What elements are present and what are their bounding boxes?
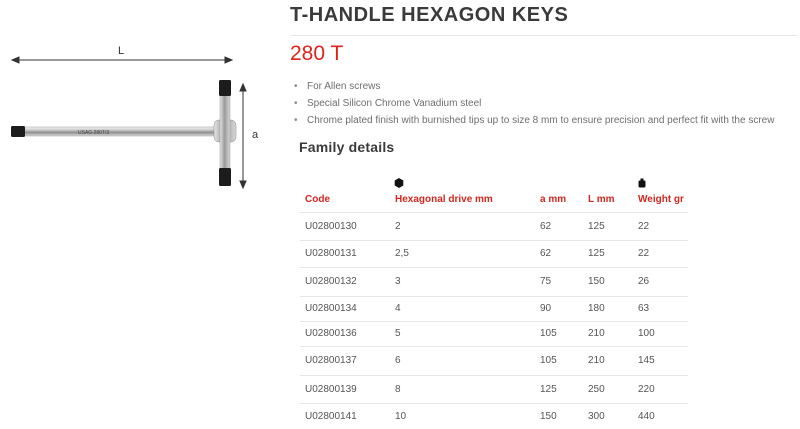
- column-header-weight: Weight gr: [638, 194, 684, 206]
- cell-code: U02800137: [300, 346, 390, 375]
- product-image: [0, 0, 270, 245]
- dimension-l-arrow: [12, 57, 232, 63]
- cell-weight: 63: [633, 296, 688, 321]
- column-header-hexagonal-drive: Hexagonal drive mm: [395, 194, 493, 206]
- table-row[interactable]: [300, 267, 688, 296]
- cell-a: 105: [535, 346, 583, 375]
- family-details-heading: Family details: [299, 139, 395, 155]
- table-row[interactable]: [300, 346, 688, 375]
- cell-hex: 2,5: [390, 240, 535, 267]
- cell-l: 210: [583, 346, 633, 375]
- dimension-a-label: a: [252, 129, 259, 141]
- table-row[interactable]: [300, 296, 688, 321]
- cell-l: 300: [583, 403, 633, 429]
- cell-weight: 440: [633, 403, 688, 429]
- cell-l: 125: [583, 212, 633, 240]
- bullet-icon: •: [294, 115, 298, 126]
- feature-item: • Chrome plated finish with burnished tips up to size 8 mm to ensure precision and perfect fit with the screw: [294, 112, 774, 129]
- key-handle: [220, 92, 230, 172]
- cell-weight: 22: [633, 212, 688, 240]
- cell-hex: 10: [390, 403, 535, 429]
- cell-weight: 220: [633, 375, 688, 403]
- dimension-a-arrow: [240, 84, 246, 188]
- weight-icon: [637, 178, 647, 188]
- cell-l: 125: [583, 240, 633, 267]
- cell-code: U02800130: [300, 212, 390, 240]
- feature-item: • Special Silicon Chrome Vanadium steel: [294, 95, 774, 112]
- column-header-code: Code: [305, 194, 330, 206]
- cell-l: 150: [583, 267, 633, 296]
- cell-code: U02800139: [300, 375, 390, 403]
- column-header-l: L mm: [588, 194, 615, 206]
- key-tip-bottom: [219, 168, 231, 186]
- cell-l: 180: [583, 296, 633, 321]
- cell-a: 90: [535, 296, 583, 321]
- key-tip-top: [219, 80, 231, 96]
- table-row[interactable]: [300, 375, 688, 403]
- table-row[interactable]: [300, 212, 688, 240]
- cell-code: U02800131: [300, 240, 390, 267]
- cell-weight: 145: [633, 346, 688, 375]
- cell-weight: 100: [633, 321, 688, 346]
- cell-a: 125: [535, 375, 583, 403]
- cell-code: U02800136: [300, 321, 390, 346]
- t-handle-key-drawing: [0, 0, 270, 245]
- cell-hex: 5: [390, 321, 535, 346]
- cell-code: U02800134: [300, 296, 390, 321]
- cell-a: 105: [535, 321, 583, 346]
- cell-hex: 2: [390, 212, 535, 240]
- cell-hex: 4: [390, 296, 535, 321]
- cell-a: 62: [535, 212, 583, 240]
- cell-code: U02800132: [300, 267, 390, 296]
- key-engraving: USAG 280T/3: [78, 130, 110, 136]
- cell-hex: 3: [390, 267, 535, 296]
- page-title: T-HANDLE HEXAGON KEYS: [290, 4, 569, 26]
- title-divider: [290, 35, 798, 36]
- product-model: 280 T: [290, 42, 344, 65]
- hexagon-icon: [394, 178, 404, 188]
- feature-list: [294, 78, 774, 129]
- key-tip-left: [11, 126, 25, 137]
- cell-a: 62: [535, 240, 583, 267]
- table-row[interactable]: [300, 240, 688, 267]
- cell-l: 250: [583, 375, 633, 403]
- dimension-l-label: L: [118, 45, 125, 57]
- cell-a: 150: [535, 403, 583, 429]
- cell-weight: 22: [633, 240, 688, 267]
- cell-l: 210: [583, 321, 633, 346]
- feature-item: • For Allen screws: [294, 78, 774, 95]
- table-header-row: [300, 188, 688, 212]
- table-row[interactable]: [300, 403, 688, 429]
- column-header-a: a mm: [540, 194, 567, 206]
- family-table: [300, 188, 688, 429]
- product-details: [290, 0, 800, 429]
- table-row[interactable]: [300, 321, 688, 346]
- cell-a: 75: [535, 267, 583, 296]
- cell-hex: 8: [390, 375, 535, 403]
- cell-weight: 26: [633, 267, 688, 296]
- bullet-icon: •: [294, 81, 298, 92]
- cell-hex: 6: [390, 346, 535, 375]
- key-shaft: [20, 127, 220, 136]
- bullet-icon: •: [294, 98, 298, 109]
- cell-code: U02800141: [300, 403, 390, 429]
